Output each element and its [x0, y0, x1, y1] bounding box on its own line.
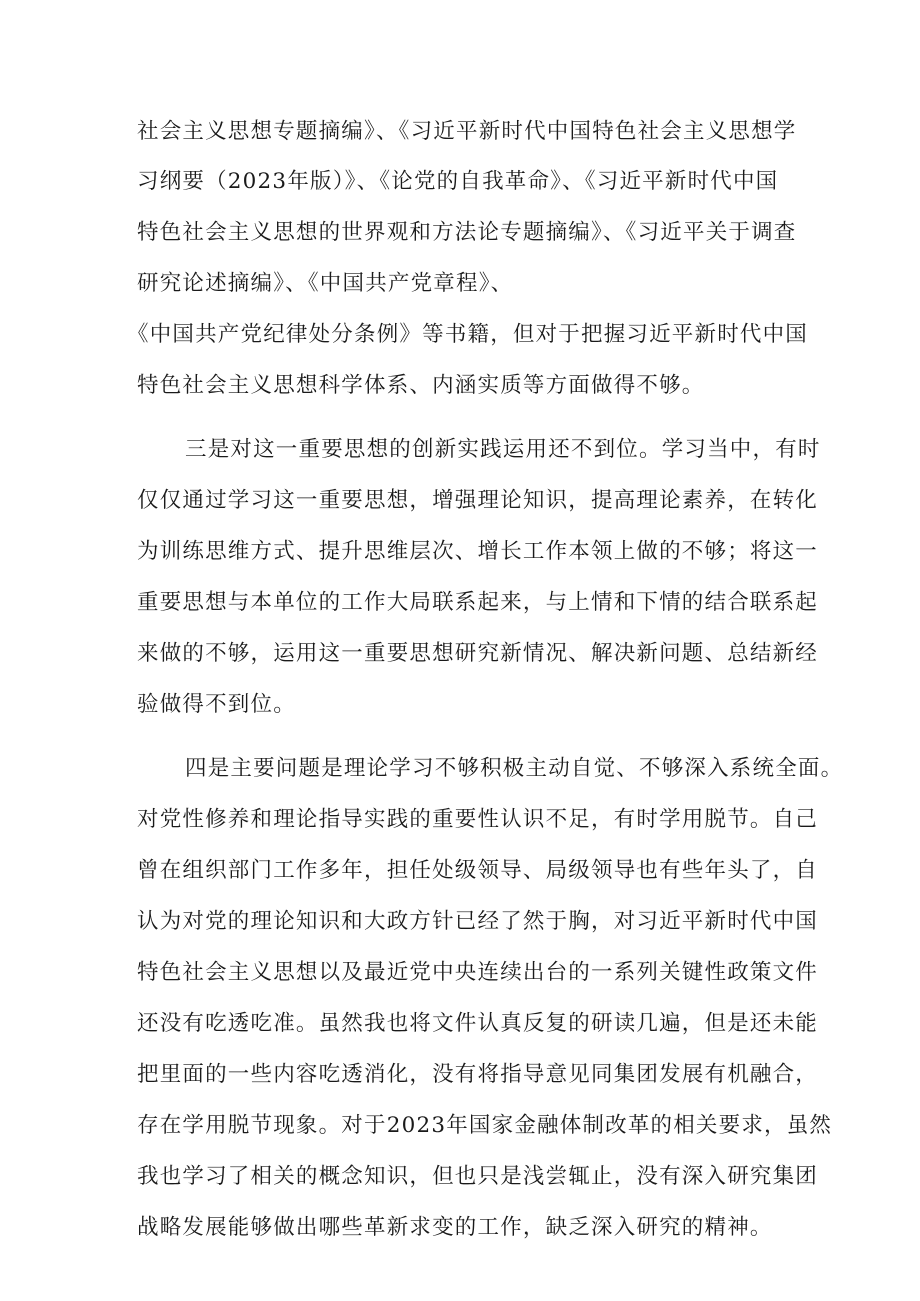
text-line: 战略发展能够做出哪些革新求变的工作，缺乏深入研究的精神。	[137, 1215, 773, 1240]
text-line: 还没有吃透吃准。虽然我也将文件认真反复的研读几遍，但是还未能	[137, 1011, 819, 1036]
text-line: 特色社会主义思想以及最近党中央连续出台的一系列关键性政策文件	[137, 960, 819, 985]
text-line: 对党性修养和理论指导实践的重要性认识不足，有时学用脱节。自己	[137, 807, 819, 832]
text-line: 《中国共产党纪律处分条例》等书籍，但对于把握习近平新时代中国	[127, 322, 809, 347]
paragraph-start-line: 三是对这一重要思想的创新实践运用还不到位。学习当中，有时	[185, 437, 821, 462]
paragraph-start-line: 四是主要问题是理论学习不够积极主动自觉、不够深入系统全面。	[185, 756, 844, 781]
text-line: 我也学习了相关的概念知识，但也只是浅尝辄止，没有深入研究集团	[137, 1164, 819, 1189]
text-line: 习纲要（2023年版）》、《论党的自我革命》、《习近平新时代中国	[137, 169, 779, 194]
text-line: 社会主义思想专题摘编》、《习近平新时代中国特色社会主义思想学	[137, 119, 797, 144]
text-line: 存在学用脱节现象。对于2023年国家金融体制改革的相关要求，虽然	[137, 1113, 833, 1138]
text-line: 认为对党的理论知识和大政方针已经了然于胸，对习近平新时代中国	[137, 909, 819, 934]
text-line: 把里面的一些内容吃透消化，没有将指导意见同集团发展有机融合，	[137, 1062, 819, 1087]
text-line: 特色社会主义思想的世界观和方法论专题摘编》、《习近平关于调查	[137, 220, 797, 245]
text-line: 特色社会主义思想科学体系、内涵实质等方面做得不够。	[137, 373, 705, 398]
text-line: 为训练思维方式、提升思维层次、增长工作本领上做的不够；将这一	[137, 539, 819, 564]
text-line: 来做的不够，运用这一重要思想研究新情况、解决新问题、总结新经	[137, 641, 819, 666]
text-line: 仅仅通过学习这一重要思想，增强理论知识，提高理论素养，在转化	[137, 488, 819, 513]
text-line: 研究论述摘编》、《中国共产党章程》、	[137, 271, 514, 296]
text-line: 重要思想与本单位的工作大局联系起来，与上情和下情的结合联系起	[137, 590, 819, 615]
text-line: 验做得不到位。	[137, 692, 296, 717]
text-line: 曾在组织部门工作多年，担任处级领导、局级领导也有些年头了，自	[137, 858, 819, 883]
